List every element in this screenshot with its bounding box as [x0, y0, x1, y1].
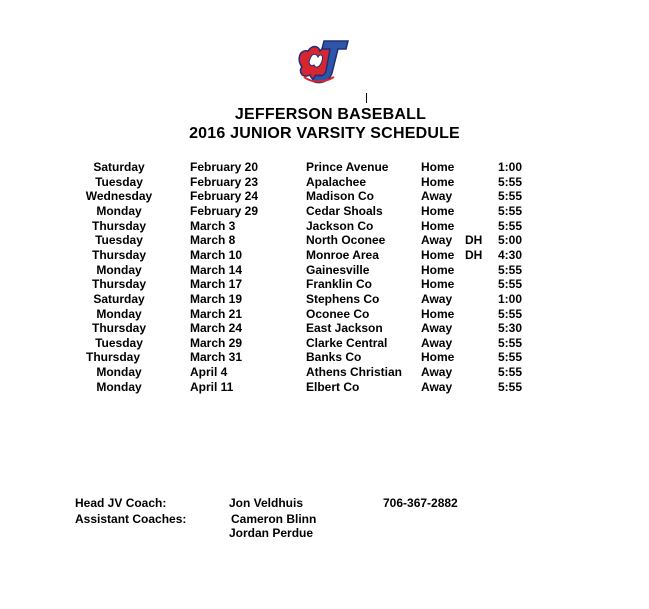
schedule-day: Thursday: [91, 247, 146, 262]
schedule-location: Home: [421, 306, 455, 321]
schedule-day: Monday: [96, 262, 142, 277]
schedule-day: Monday: [96, 306, 142, 321]
schedule-time: 5:55: [498, 262, 523, 277]
head-coach-label: Head JV Coach:: [75, 496, 167, 510]
schedule-time: 5:30: [498, 321, 523, 336]
schedule-location: Away: [421, 379, 453, 394]
schedule-row: [0, 233, 649, 247]
schedule-time: 5:55: [498, 218, 523, 233]
team-logo: [294, 37, 354, 87]
schedule-location: Home: [421, 247, 455, 262]
schedule-date: March 17: [190, 277, 243, 292]
schedule-opponent: Banks Co: [306, 350, 362, 365]
assistant-coach-name: Jordan Perdue: [229, 526, 314, 540]
schedule-time: 5:55: [498, 174, 523, 189]
schedule-date: March 31: [190, 350, 243, 365]
schedule-opponent: Stephens Co: [306, 291, 380, 306]
schedule-time: 5:55: [498, 277, 523, 292]
schedule-day: Tuesday: [95, 174, 143, 189]
schedule-location: Away: [421, 321, 453, 336]
schedule-row: [0, 263, 649, 277]
schedule-location: Away: [421, 233, 453, 248]
schedule-time: 5:55: [498, 335, 523, 350]
schedule-row: [0, 321, 649, 335]
head-coach-name: Jon Veldhuis: [229, 496, 304, 510]
schedule-time: 5:55: [498, 350, 523, 365]
schedule-opponent: Apalachee: [306, 174, 367, 189]
schedule-opponent: North Oconee: [306, 233, 386, 248]
text-cursor: [366, 93, 367, 103]
schedule-date: March 3: [190, 218, 236, 233]
schedule-day: Monday: [96, 203, 142, 218]
schedule-row: [0, 307, 649, 321]
schedule-row: [0, 160, 649, 174]
schedule-row: [0, 380, 649, 394]
schedule-day: Thursday: [91, 218, 146, 233]
schedule-day: Tuesday: [95, 335, 143, 350]
schedule-day: Wednesday: [85, 189, 153, 204]
schedule-note: DH: [465, 233, 483, 248]
schedule-opponent: Prince Avenue: [306, 160, 389, 174]
schedule-row: [0, 248, 649, 262]
schedule-date: March 21: [190, 306, 243, 321]
schedule-location: Away: [421, 335, 453, 350]
schedule-opponent: Monroe Area: [306, 247, 379, 262]
schedule-date: February 23: [190, 174, 259, 189]
schedule-row: [0, 277, 649, 291]
schedule-day: Saturday: [93, 291, 145, 306]
schedule-opponent: East Jackson: [306, 321, 383, 336]
schedule-location: Home: [421, 350, 455, 365]
schedule-date: February 24: [190, 189, 259, 204]
schedule-row: [0, 365, 649, 379]
schedule-row: [0, 336, 649, 350]
schedule-date: February 29: [190, 203, 259, 218]
page-subtitle: 2016 JUNIOR VARSITY SCHEDULE: [189, 125, 460, 142]
schedule-date: March 19: [190, 291, 243, 306]
schedule-time: 5:00: [498, 233, 523, 248]
schedule-opponent: Elbert Co: [306, 379, 360, 394]
schedule-location: Away: [421, 291, 453, 306]
schedule-date: March 29: [190, 335, 243, 350]
schedule-time: 5:55: [498, 189, 523, 204]
schedule-row: [0, 350, 649, 364]
schedule-date: April 11: [190, 379, 234, 394]
schedule-day: Monday: [96, 365, 142, 380]
schedule-time: 4:30: [498, 247, 523, 262]
page-title: JEFFERSON BASEBALL: [234, 106, 427, 123]
schedule-opponent: Cedar Shoals: [306, 203, 383, 218]
schedule-row: [0, 175, 649, 189]
schedule-day: Tuesday: [95, 233, 143, 248]
schedule-date: March 24: [190, 321, 243, 336]
schedule-opponent: Gainesville: [306, 262, 370, 277]
schedule-location: Away: [421, 189, 453, 204]
schedule-day: Thursday: [85, 350, 140, 365]
schedule-opponent: Clarke Central: [306, 335, 388, 350]
schedule-time: 5:55: [498, 306, 523, 321]
schedule-location: Home: [421, 262, 455, 277]
schedule-day: Saturday: [93, 160, 145, 174]
schedule-location: Home: [421, 277, 455, 292]
schedule-day: Thursday: [91, 277, 146, 292]
schedule-location: Away: [421, 365, 453, 380]
schedule-location: Home: [421, 174, 455, 189]
coach-phone: 706-367-2882: [383, 496, 458, 510]
schedule-time: 1:00: [498, 291, 523, 306]
schedule-opponent: Madison Co: [306, 189, 374, 204]
schedule-opponent: Franklin Co: [306, 277, 373, 292]
schedule-row: [0, 219, 649, 233]
schedule-date: February 20: [190, 160, 259, 174]
assistant-coaches-label: Assistant Coaches:: [75, 512, 187, 526]
schedule-row: [0, 292, 649, 306]
schedule-location: Home: [421, 218, 455, 233]
schedule-note: DH: [465, 247, 483, 262]
schedule-day: Thursday: [91, 321, 146, 336]
schedule-row: [0, 204, 649, 218]
schedule-opponent: Jackson Co: [306, 218, 374, 233]
schedule-time: 5:55: [498, 379, 523, 394]
schedule-time: 5:55: [498, 365, 523, 380]
schedule-opponent: Athens Christian: [306, 365, 403, 380]
schedule-date: March 8: [190, 233, 236, 248]
schedule-time: 1:00: [498, 160, 523, 174]
schedule-date: April 4: [190, 365, 228, 380]
assistant-coach-name: Cameron Blinn: [231, 512, 317, 526]
schedule-time: 5:55: [498, 203, 523, 218]
schedule-date: March 14: [190, 262, 243, 277]
schedule-row: [0, 189, 649, 203]
schedule-day: Monday: [96, 379, 142, 394]
schedule-location: Home: [421, 203, 455, 218]
schedule-opponent: Oconee Co: [306, 306, 370, 321]
schedule-date: March 10: [190, 247, 243, 262]
schedule-location: Home: [421, 160, 455, 174]
